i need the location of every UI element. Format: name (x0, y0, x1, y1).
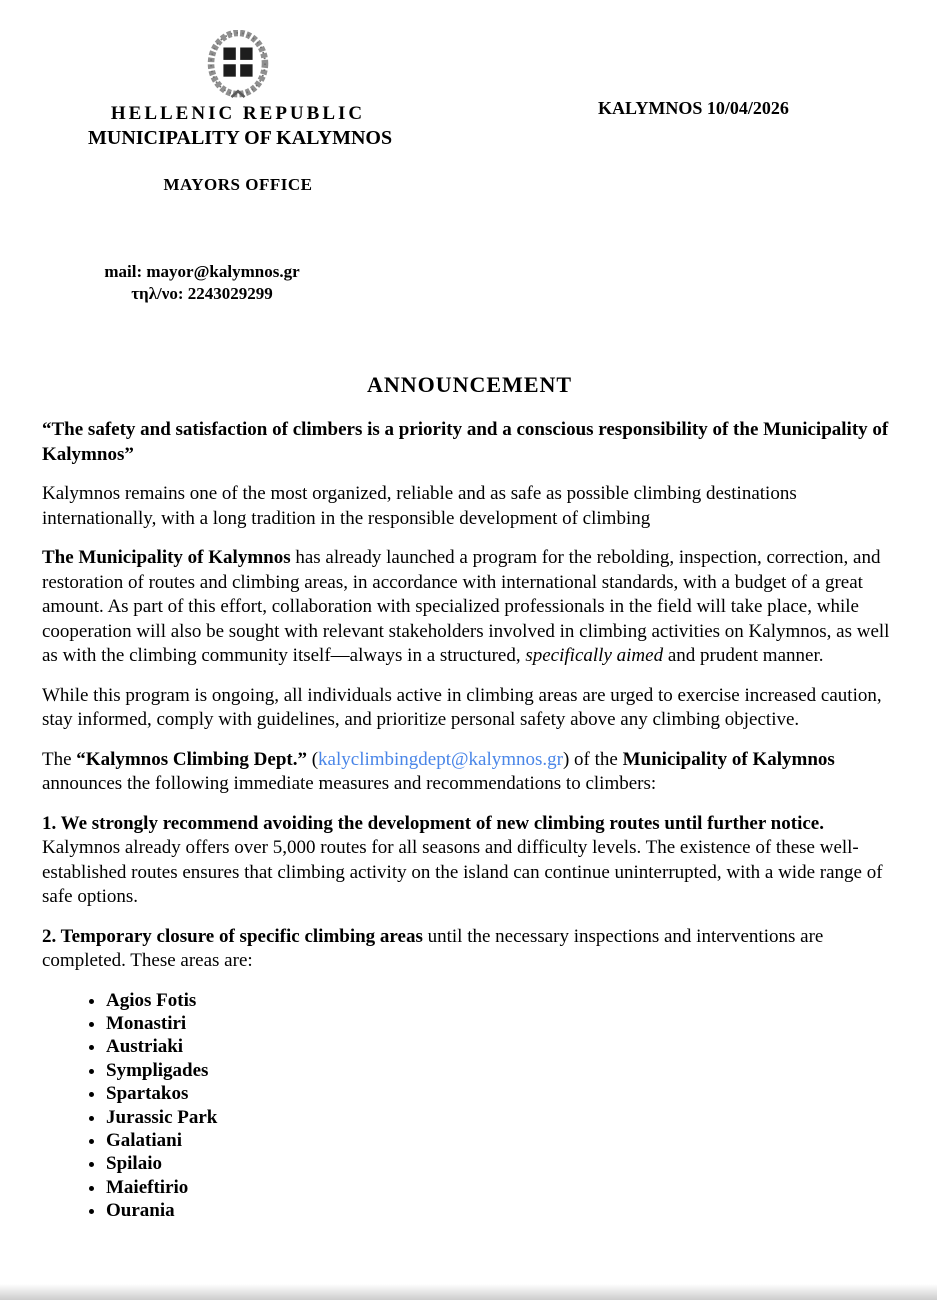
closed-area-item: • Monastiri (106, 1012, 897, 1035)
text-run: Municipality of Kalymnos (622, 748, 835, 770)
text-run: has already launched a program for the rebolding, inspection, correction, and restoration of routes and climbing areas, in accordance with international standards, with a budget of a great amount. As part of this effort, collaboration with specialized professionals in the field will take place, while cooperation will also be sought with relevant stakeholders involved in climbing activities on Kalymnos, as well as with the climbing community itself—always in a structured, (42, 547, 890, 666)
text-run: While this program is ongoing, all individuals active in climbing areas are urged to exercise increased caution, stay informed, comply with guidelines, and prioritize personal safety above any climbing objective. (42, 684, 882, 730)
quote-paragraph (42, 418, 897, 467)
closed-area-item: • Spilaio (106, 1152, 897, 1175)
text-run: and prudent manner. (663, 645, 824, 666)
closed-area-item: • Agios Fotis (106, 989, 897, 1012)
closed-area-item: • Sympligades (106, 1059, 897, 1082)
office-name: MAYORS OFFICE (163, 175, 313, 194)
announcement-title: ANNOUNCEMENT (366, 372, 573, 397)
measure-2-paragraph (42, 925, 897, 974)
text-run: ) of the (562, 748, 623, 770)
org-name-line2: MUNICIPALITY OF KALYMNOS (88, 127, 393, 149)
closed-area-item: • Galatiani (106, 1129, 897, 1152)
text-run: until the necessary inspections and interventions are completed. These areas are: (42, 925, 824, 971)
text-run: “Kalymnos Climbing Dept.” (76, 748, 307, 770)
program-paragraph (42, 546, 897, 669)
text-run: Kalymnos remains one of the most organized, reliable and as safe as possible climbing destinations internationally, with a long tradition in the responsible development of climbing (42, 483, 797, 529)
text-run: specifically aimed (525, 645, 664, 666)
closed-area-item: • Maieftirio (106, 1176, 897, 1199)
closed-area-item: • Spartakos (106, 1082, 897, 1105)
text-run: “The safety and satisfaction of climbers is a priority and a conscious responsibility of the Municipality of Kalymnos” (42, 419, 889, 465)
greek-coat-of-arms-icon (201, 30, 275, 100)
text-run: ( (306, 748, 319, 770)
measure-1-paragraph (42, 812, 897, 910)
contact-mail: mail: mayor@kalymnos.gr (104, 262, 300, 281)
email-link[interactable]: kalyclimbingdept@kalymnos.gr (318, 748, 563, 770)
text-run: The Municipality of Kalymnos (42, 547, 291, 568)
contact-block (100, 261, 304, 305)
closed-areas-list (42, 989, 897, 1223)
letterhead (88, 30, 393, 195)
org-name-line1: HELLENIC REPUBLIC (110, 103, 366, 124)
text-run: 1. We strongly recommend avoiding the development of new climbing routes until further notice. (42, 812, 824, 834)
text-run: Kalymnos already offers over 5,000 routes for all seasons and difficulty levels. The existence of these well-established routes ensures that climbing activity on the island can continue uninterrupted, with a wide range of safe options. (42, 837, 883, 907)
closed-area-item: • Austriaki (106, 1035, 897, 1058)
closed-area-item: • Ourania (106, 1199, 897, 1222)
closed-area-item: • Jurassic Park (106, 1106, 897, 1129)
date-line: KALYMNOS 10/04/2026 (598, 98, 789, 118)
document-body (42, 418, 897, 1223)
dept-paragraph (42, 748, 897, 797)
page-bottom-shadow (0, 1284, 937, 1300)
text-run: announces the following immediate measures and recommendations to climbers: (42, 773, 657, 794)
intro-paragraph (42, 482, 897, 531)
contact-phone: τηλ/νο: 2243029299 (131, 284, 273, 303)
caution-paragraph (42, 684, 897, 733)
text-run: 2. Temporary closure of specific climbing areas (42, 925, 423, 947)
text-run: The (42, 748, 77, 770)
